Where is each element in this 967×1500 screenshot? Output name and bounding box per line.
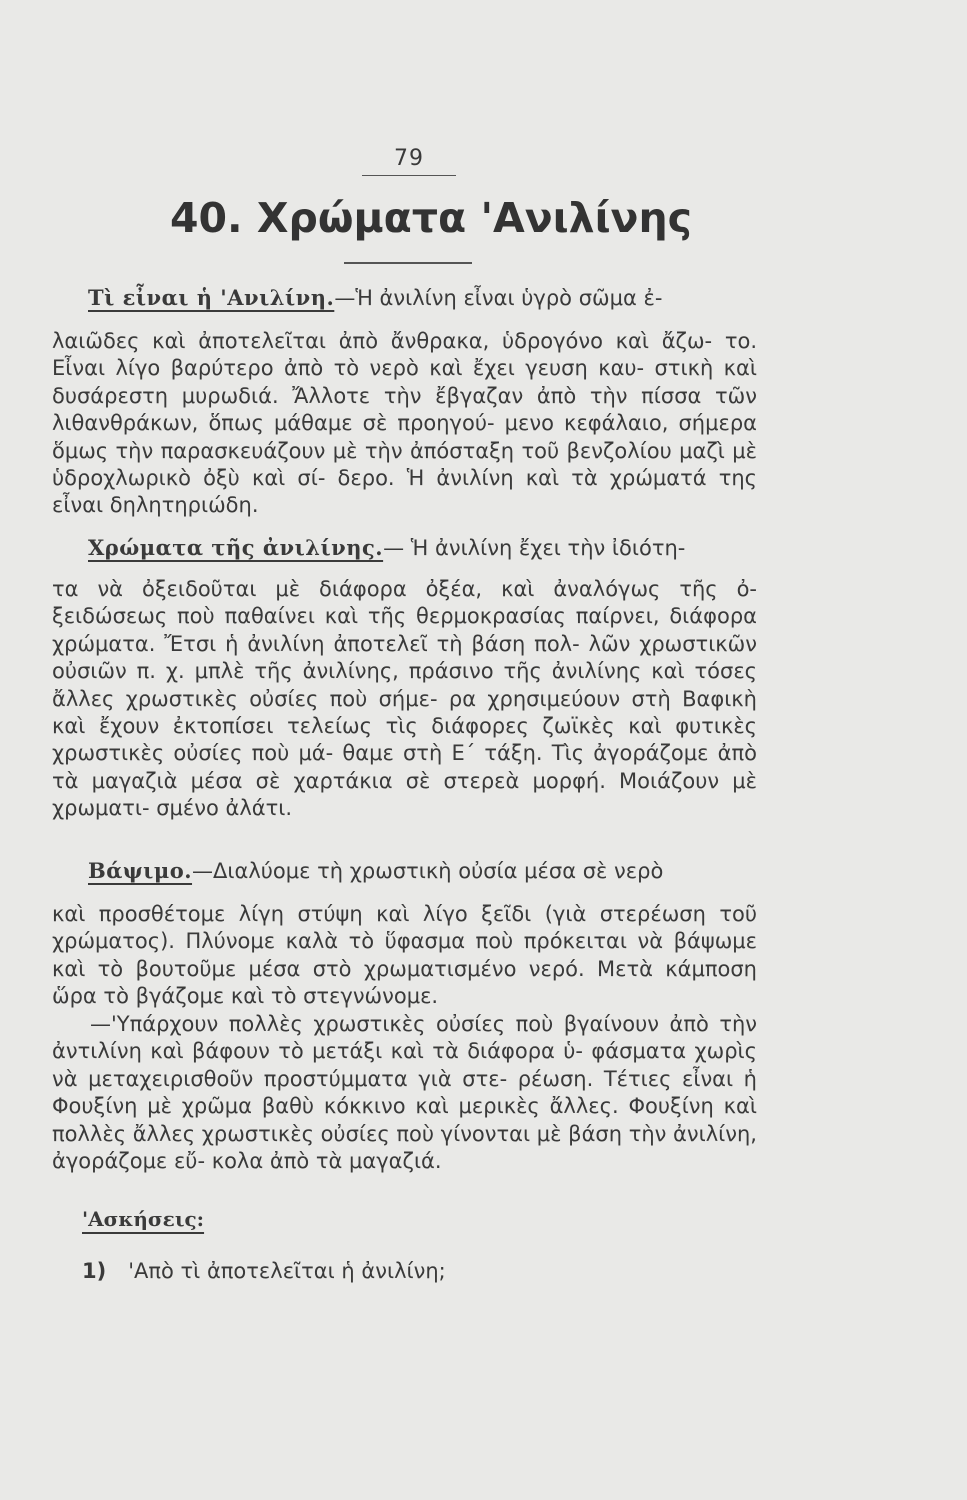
paragraph-aniline: λαιῶδες καὶ ἀποτελεῖται ἀπὸ ἄνθρακα, ὑδρογόνο καὶ ἄζω- το. Εἶναι λίγο βαρύτερο ἀπὸ τὸ νερὸ καὶ ἔχει γευση καυ- στικὴ καὶ δυσάρεστη μυρωδιά. Ἄλλοτε τὴν ἔβγαζαν ἀπὸ τὴν πίσσα τῶν λιθανθράκων, ὅπως μάθαμε σὲ προηγού- μενο κεφάλαιο, σήμερα ὅμως τὴν παρασκευάζουν μὲ τὴν ἀπόσταξη τοῦ βενζολίου μαζὶ μὲ ὑδροχλωρικὸ ὀξὺ καὶ σί- δερο. Ἡ ἀνιλίνη καὶ τὰ χρώματά της εἶναι δηλητηριώδη. — [52, 329, 757, 518]
section-heading-line — [52, 535, 757, 560]
exercise-item — [82, 1259, 446, 1283]
section-lead-text: —Ἡ ἀνιλίνη εἶναι ὑγρὸ σῶμα ἐ- — [334, 286, 663, 310]
section-heading-line — [52, 285, 757, 310]
chapter-title: 40. Χρώματα 'Ανιλίνης — [170, 194, 692, 242]
section-heading-aniline: Τὶ εἶναι ἡ 'Ανιλίνη. — [88, 285, 335, 310]
section-lead-text: —Διαλύομε τὴ χρωστικὴ οὐσία μέσα σὲ νερὸ — [192, 859, 664, 883]
page-number: 79 — [362, 146, 456, 176]
title-divider — [344, 262, 472, 264]
exercise-text: 'Απὸ τὶ ἀποτελεῖται ἡ ἀνιλίνη; — [128, 1259, 446, 1283]
section-heading-line — [52, 858, 757, 883]
section-heading-colors: Χρώματα τῆς ἀνιλίνης. — [88, 535, 384, 560]
exercise-number: 1) — [82, 1259, 107, 1283]
section-lead-text: — Ἡ ἀνιλίνη ἔχει τὴν ἰδιότη- — [383, 536, 686, 560]
exercises-heading: 'Ασκήσεις: — [82, 1207, 205, 1231]
paragraph-colors: τα νὰ ὀξειδοῦται μὲ διάφορα ὀξέα, καὶ ἀναλόγως τῆς ὀ- ξειδώσεως ποὺ παθαίνει καὶ τῆς θερμοκρασίας παίρνει, διάφορα χρώματα. Ἔτσι ἡ ἀνιλίνη ἀποτελεῖ τὴ βάση πολ- λῶν χρωστικῶν οὐσιῶν π. χ. μπλὲ τῆς ἀνιλίνης, πράσινο τῆς ἀνιλίνης καὶ τόσες ἄλλες χρωστικὲς οὐσίες ποὺ σήμε- ρα χρησιμεύουν στὴ Βαφικὴ καὶ ἔχουν ἐκτοπίσει τελείως τὶς διάφορες ζωϊκὲς καὶ φυτικὲς χρωστικὲς οὐσίες ποὺ μά- θαμε στὴ Ε΄ τάξη. Τὶς ἀγοράζομε ἀπὸ τὰ μαγαζιὰ μέσα σὲ χαρτάκια σὲ στερεὰ μορφή. Μοιάζουν μὲ χρωματι- σμένο ἀλάτι. — [52, 577, 757, 821]
section-heading-dyeing: Βάψιμο. — [88, 858, 193, 883]
paragraph-dyes: —'Υπάρχουν πολλὲς χρωστικὲς οὐσίες ποὺ βγαίνουν ἀπὸ τὴν ἀντιλίνη καὶ βάφουν τὸ μετάξι καὶ τὰ διάφορα ὑ- φάσματα χωρὶς νὰ μεταχειρισθοῦν προστύμματα γιὰ στε- ρέωση. Τέτιες εἶναι ἡ Φουξίνη μὲ χρῶμα βαθὺ κόκκινο καὶ μερικὲς ἄλλες. Φουξίνη καὶ πολλὲς ἄλλες χρωστικὲς οὐσίες ποὺ γίνονται μὲ βάση τὴν ἀνιλίνη, ἀγοράζομε εὔ- κολα ἀπὸ τὰ μαγαζιά. — [52, 1012, 757, 1174]
paragraph-dyeing: καὶ προσθέτομε λίγη στύψη καὶ λίγο ξεῖδι (γιὰ στερέωση τοῦ χρώματος). Πλύνομε καλὰ τὸ ὕφασμα ποὺ πρόκειται νὰ βάψωμε καὶ τὸ βουτοῦμε μέσα στὸ χρωματισμένο νερό. Μετὰ κάμποση ὥρα τὸ βγάζομε καὶ τὸ στεγνώνομε. — [52, 902, 757, 1009]
